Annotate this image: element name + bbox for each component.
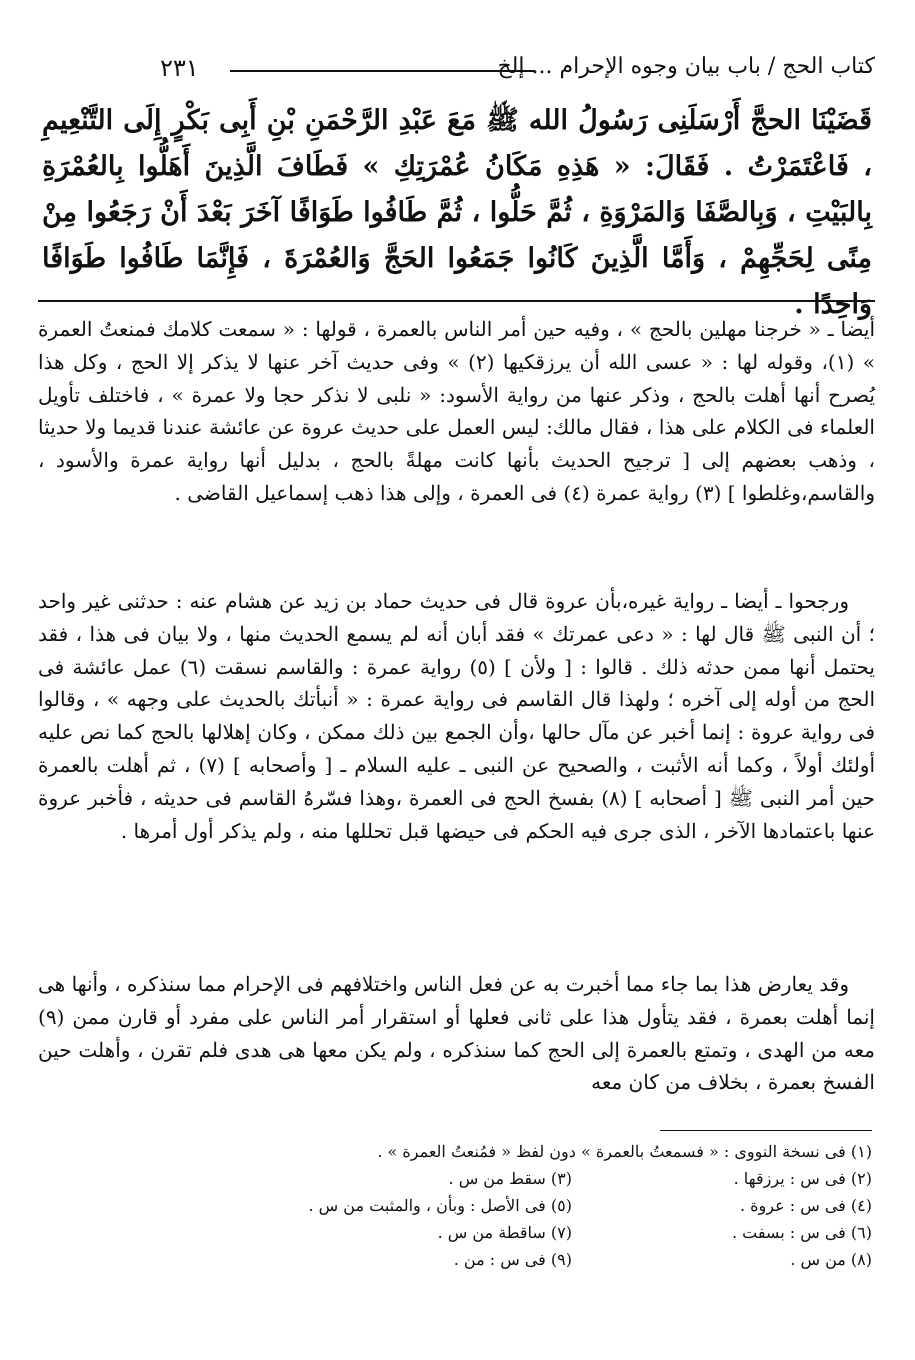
header-rule [230, 70, 535, 72]
footnote-3: (٣) سقط من س . [448, 1169, 572, 1188]
footnote-6: (٦) فى س : بسفت . [731, 1223, 872, 1242]
header-title: كتاب الحج / باب بيان وجوه الإحرام ... إلخ [497, 54, 875, 79]
footnote-row [40, 1219, 872, 1246]
page-number: ٢٣١ [160, 54, 199, 82]
footnotes [40, 1138, 872, 1273]
commentary-paragraph-3 [38, 968, 875, 1099]
running-header [160, 54, 875, 84]
footnote-row [40, 1246, 872, 1273]
commentary-text: ورجحوا ـ أيضا ـ رواية غيره،بأن عروة قال فى حديث حماد بن زيد عن هشام عنه : حدثنى غير واحد ؛ أن النبى ﷺ قال لها : « دعى عمرتك » فقد أبان أنه لم يسمع الحديث منها ، ولا بيان فى هذا ، فقد يحتمل أنها ممن حدثه ذلك . قالوا : [ ولأن ] (٥) رواية عمرة : والقاسم نسقت (٦) عمل عائشة فى الحج من أوله إلى آخره ؛ ولهذا قال القاسم فى رواية عمرة : « أنبأتك بالحديث على وجهه » ، وقالوا فى رواية عروة : إنما أخبر عن مآل حالها ،وأن الجمع بين ذلك ممكن ، وكان إهلالها بالحج كما نص عليه أولئك أولاً ، وكما أنه الأثبت ، والصحيح عن النبى ـ عليه السلام ـ [ وأصحابه ] (٧) ، ثم أهلت بالعمرة حين أمر النبى ﷺ [ أصحابه ] (٨) بفسخ الحج فى العمرة ،وهذا فسّرهُ القاسم فى حديثه ، فأخبر عروة عنها باعتمادها الآخر ، الذى جرى فيه الحكم فى حيضها قبل تحللها منه ، ولم يذكر أول أمرها . [38, 589, 876, 843]
commentary-text: أيضا ـ « خرجنا مهلين بالحج » ، وفيه حين أمر الناس بالعمرة ، قولها : « سمعت كلامك فمنعتُ العمرة » (١)، وقوله لها : « عسى الله أن يرزقكيها (٢) » وفى حديث آخر عنها لا يذكر إلا الحج ، وكل هذا يُصرح أنها أهلت بالحج ، وذكر عنها من رواية الأسود: « نلبى لا نذكر حجا ولا عمرة » ، فاختلف تأويل العلماء فى الكلام على هذا ، فقال مالك: ليس العمل على حديث عروة عن عائشة عندنا قديما ولا حديثا ، وذهب بعضهم إلى [ ترجيح الحديث بأنها كانت مهلةً بالحج ، بدليل أنها رواية عمرة والأسود ، والقاسم،وغلطوا ] (٣) رواية عمرة (٤) فى العمرة ، وإلى هذا ذهب إسماعيل القاضى . [38, 317, 875, 505]
footnote-row [40, 1138, 872, 1165]
commentary-paragraph-2 [38, 585, 875, 847]
commentary-paragraph-1 [38, 313, 875, 510]
footnote-1: (١) فى نسخة النووى : « فسمعتُ بالعمرة » دون لفظ « فمُنعتُ العمرة » . [377, 1142, 872, 1161]
footnote-2: (٢) فى س : يرزقها . [733, 1169, 872, 1188]
footnote-row [40, 1165, 872, 1192]
footnote-9: (٩) فى س : من . [453, 1250, 572, 1269]
footnote-4: (٤) فى س : عروة . [740, 1196, 872, 1215]
footnote-7: (٧) ساقطة من س . [437, 1223, 572, 1242]
hadith-text: قَضَيْنَا الحجَّ أَرْسَلَنِى رَسُولُ الله ﷺ مَعَ عَبْدِ الرَّحْمَنِ بْنِ أَبِى بَكْرٍ إِلَى التَّنْعِيمِ ، فَاعْتَمَرْتُ . فَقَالَ: « هَذِهِ مَكَانُ عُمْرَتِكِ » فَطَافَ الَّذِينَ أَهَلُّوا بِالعُمْرَةِ بِالبَيْتِ ، وَبِالصَّفَا وَالمَرْوَةِ ، ثُمَّ حَلُّوا ، ثُمَّ طَافُوا طَوَافًا آخَرَ بَعْدَ أَنْ رَجَعُوا مِنْ مِنًى لِحَجِّهِمْ ، وَأَمَّا الَّذِينَ كَانُوا جَمَعُوا الحَجَّ وَالعُمْرَةَ ، فَإِنَّمَا طَافُوا طَوَافًا وَاحِدًا . [42, 105, 872, 320]
section-divider [38, 300, 875, 302]
footnote-5: (٥) فى الأصل : وبأن ، والمثبت من س . [308, 1196, 572, 1215]
footnote-row [40, 1192, 872, 1219]
footnote-divider [660, 1130, 872, 1131]
commentary-text: وقد يعارض هذا بما جاء مما أخبرت به عن فعل الناس واختلافهم فى الإحرام مما سنذكره ، وأنها هى إنما أهلت بعمرة ، فقد يتأول هذا على ثانى فعلها أو استقرار أمر الناس على مفرد أو قارن ممن (٩) معه من الهدى ، وتمتع بالعمرة إلى الحج كما سنذكره ، ولم يكن معها هى هدى فلم تقرن ، وأهلت حين الفسخ بعمرة ، بخلاف من كان معه [38, 972, 875, 1095]
footnote-8: (٨) من س . [790, 1250, 872, 1269]
